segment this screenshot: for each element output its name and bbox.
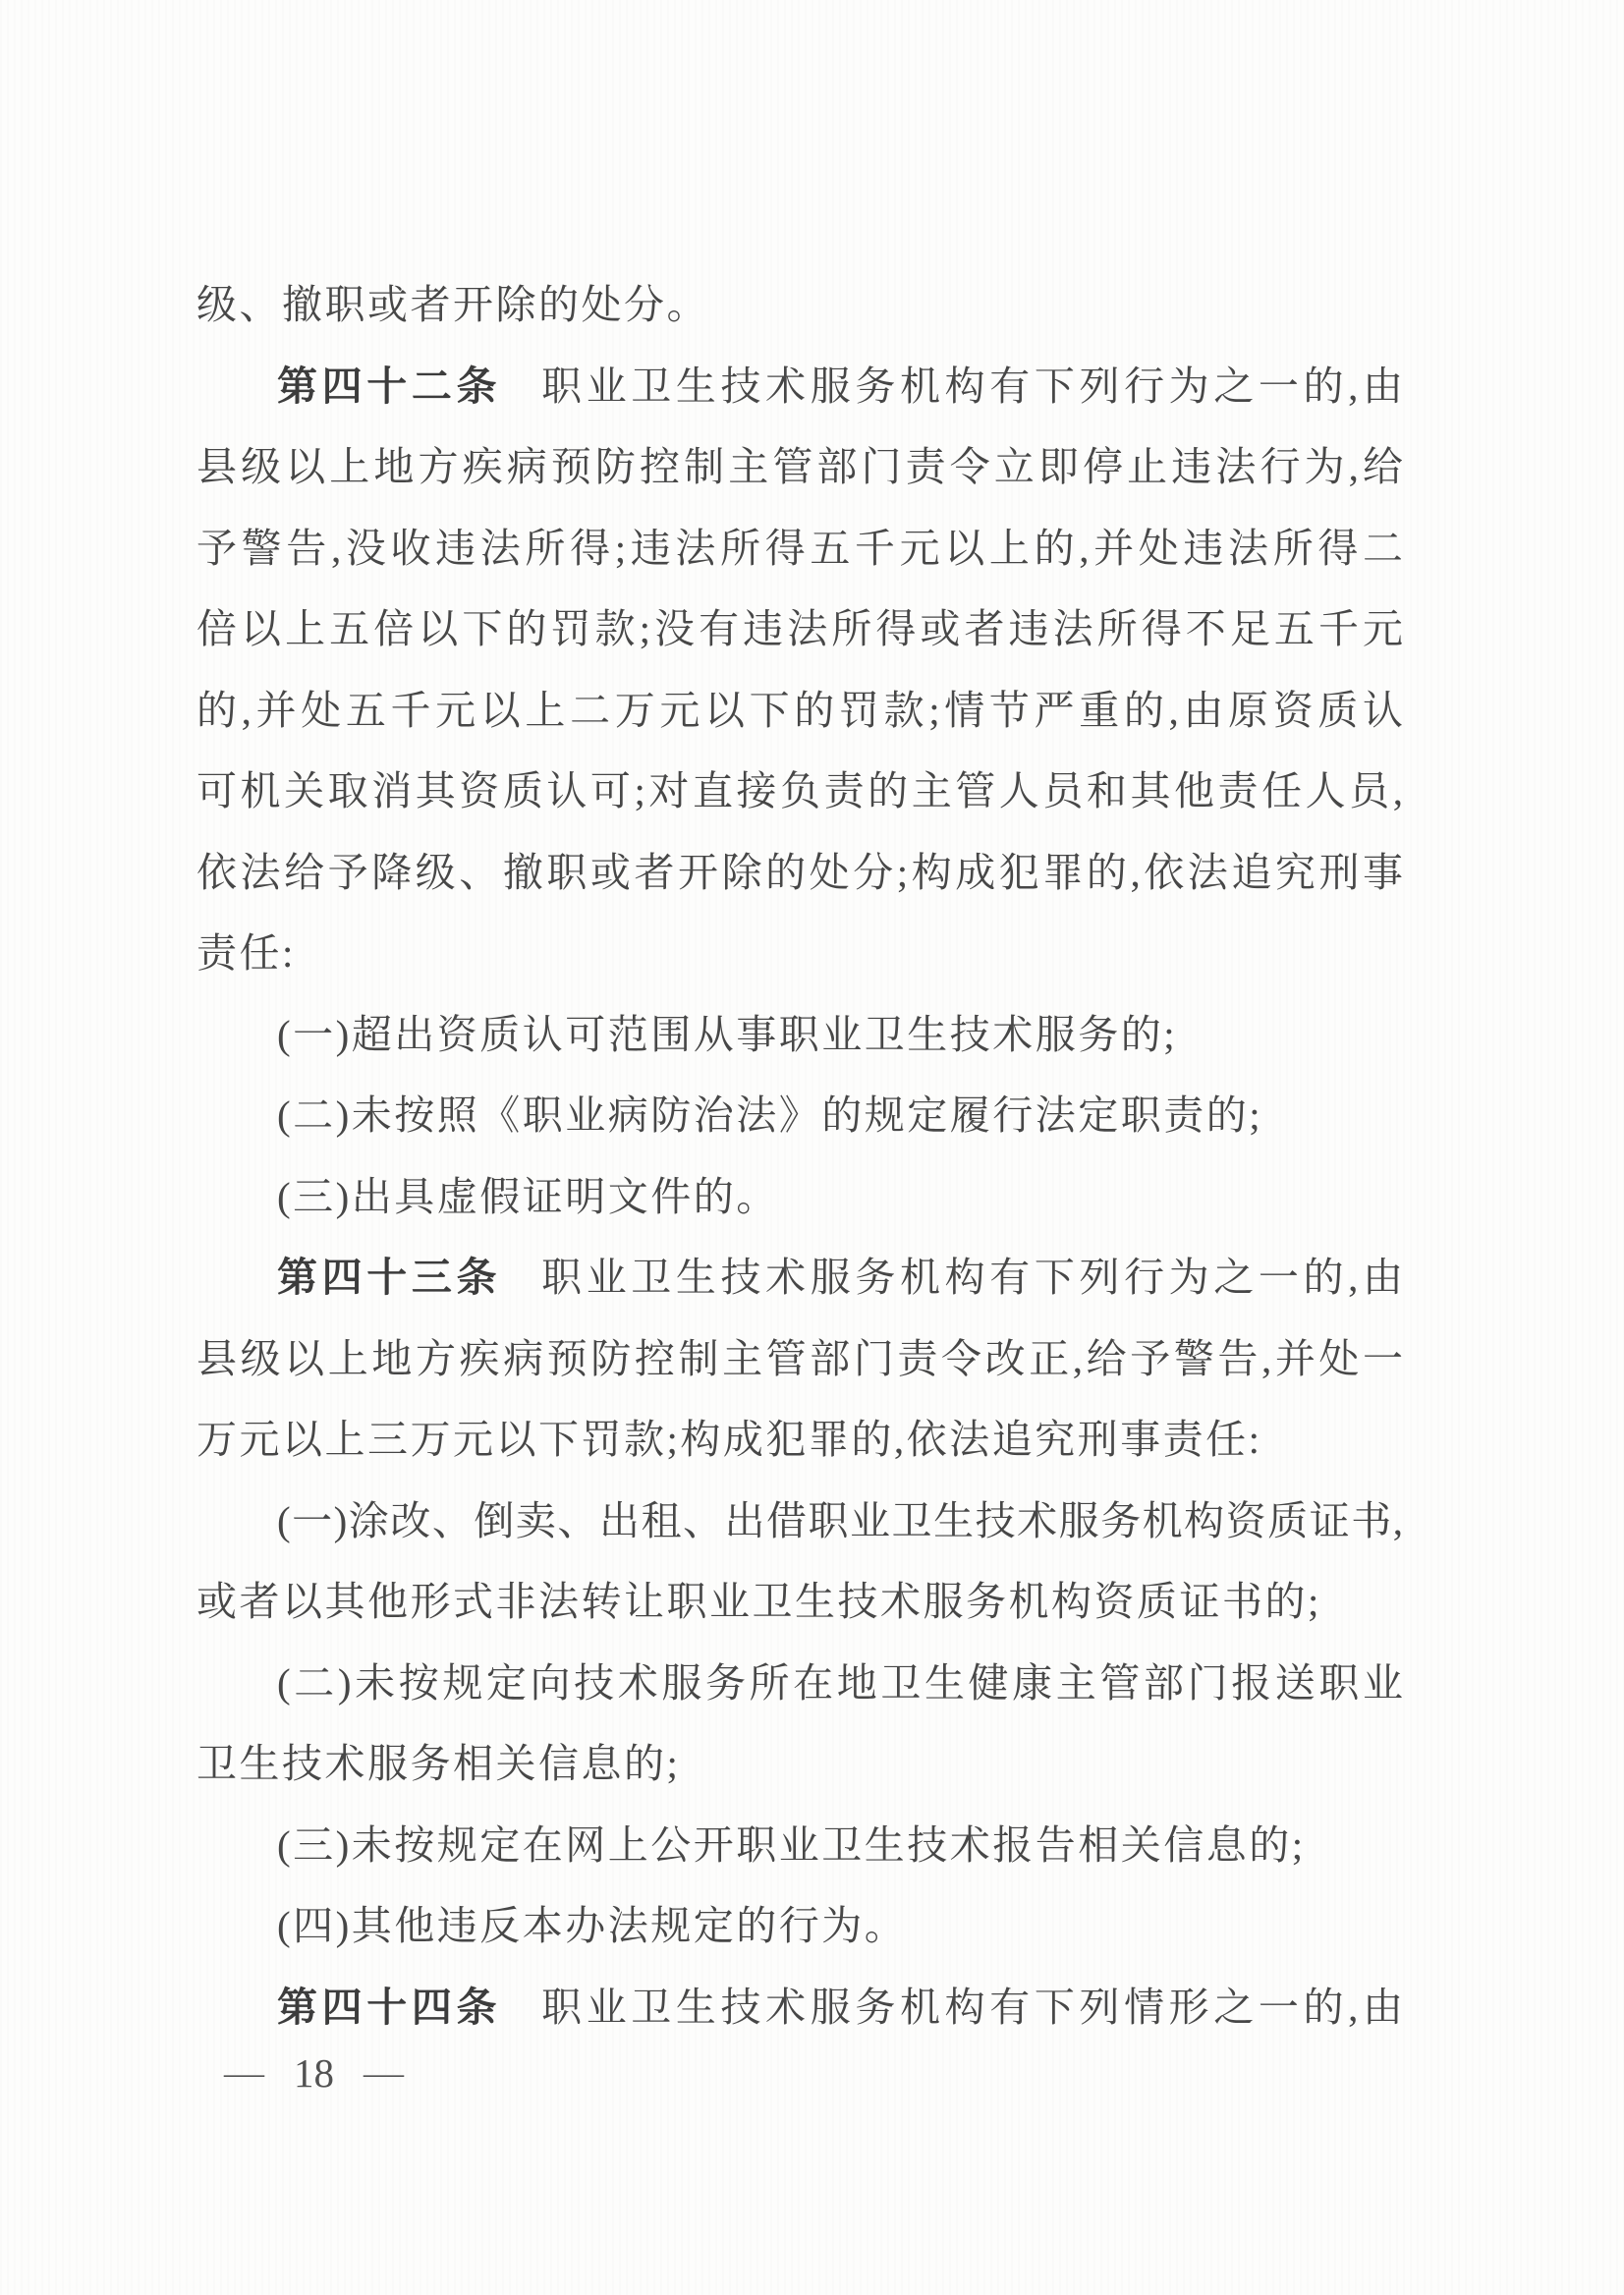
article-number: 第四十三条 [277,1255,502,1300]
text-line: 万元以上三万元以下罚款;构成犯罪的,依法追究刑事责任: [196,1417,1262,1462]
article-text: 职业卫生技术服务机构有下列情形之一的,由 [541,1984,1404,2030]
text-line: 予警告,没收违法所得;违法所得五千元以上的,并处违法所得二 [196,525,1403,571]
footer-dash-left: — [224,2054,264,2092]
text-line: (三)出具虚假证明文件的。 [277,1173,779,1219]
article-number: 第四十四条 [277,1984,502,2030]
article-text: 职业卫生技术服务机构有下列行为之一的,由 [541,363,1404,409]
text-line: 依法给予降级、撤职或者开除的处分;构成犯罪的,依法追究刑事 [196,849,1403,895]
text-line: 可机关取消其资质认可;对直接负责的主管人员和其他责任人员, [196,768,1403,813]
text-line: (四)其他违反本办法规定的行为。 [277,1903,908,1948]
page-footer [224,2051,404,2095]
article-text: 职业卫生技术服务机构有下列行为之一的,由 [541,1255,1404,1300]
text-line: 倍以上五倍以下的罚款;没有违法所得或者违法所得不足五千元 [196,606,1403,651]
text-line: 县级以上地方疾病预防控制主管部门责令立即停止违法行为,给 [196,444,1403,489]
text-line: 责任: [196,930,296,976]
text-line: 级、撤职或者开除的处分。 [196,282,709,327]
article-number: 第四十二条 [277,363,502,409]
text-line: 县级以上地方疾病预防控制主管部门责令改正,给予警告,并处一 [196,1335,1403,1381]
text-line: 或者以其他形式非法转让职业卫生技术服务机构资质证书的; [196,1579,1321,1624]
text-line: (二)未按规定向技术服务所在地卫生健康主管部门报送职业 [277,1659,1403,1706]
text-line: (一)超出资质认可范围从事职业卫生技术服务的; [277,1011,1178,1057]
text-line: 的,并处五千元以上二万元以下的罚款;情节严重的,由原资质认 [196,687,1403,733]
text-line [196,346,1403,427]
text-line: (一)涂改、倒卖、出租、出借职业卫生技术服务机构资质证书, [277,1497,1403,1543]
page-number: 18 [294,2050,334,2096]
document-text-block [196,264,1403,2047]
text-line [196,1237,1403,1318]
text-line: (三)未按规定在网上公开职业卫生技术报告相关信息的; [277,1821,1306,1868]
footer-dash-right: — [364,2054,404,2092]
text-line: 卫生技术服务相关信息的; [196,1741,681,1786]
text-line: (二)未按照《职业病防治法》的规定履行法定职责的; [277,1092,1263,1138]
text-line [196,1967,1403,2048]
